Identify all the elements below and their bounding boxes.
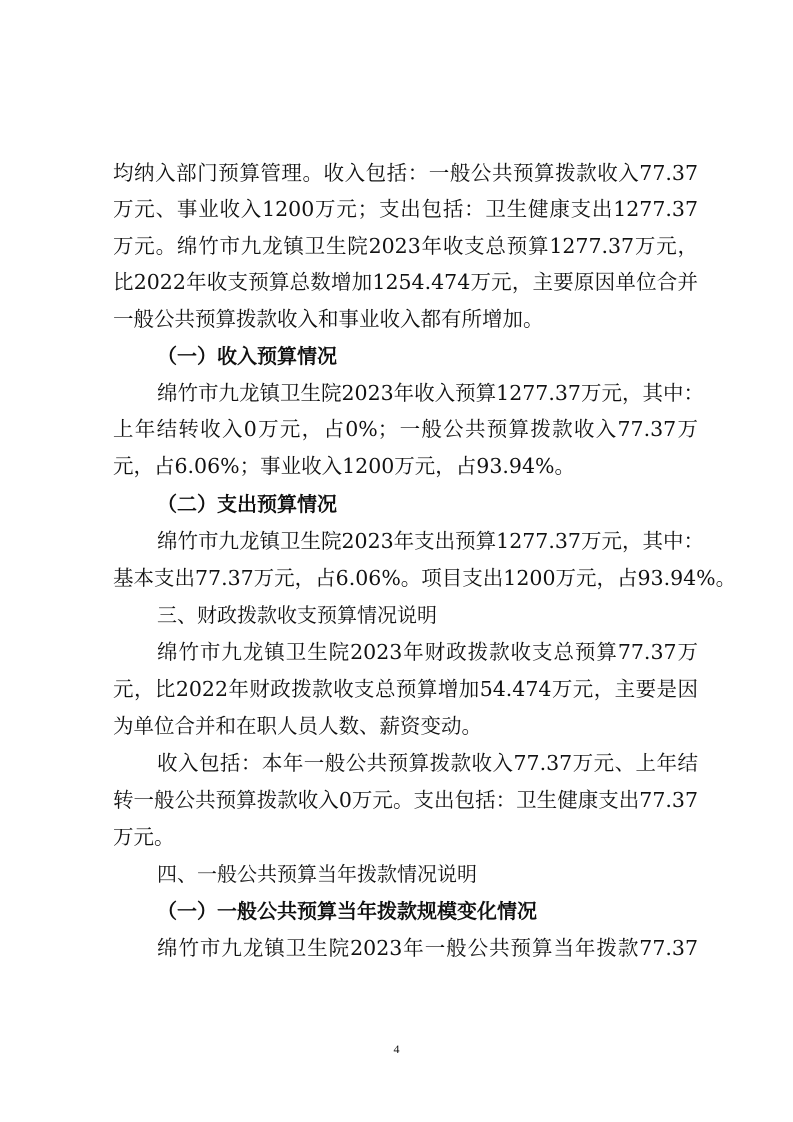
paragraph-line: 绵竹市九龙镇卫生院2023年财政拨款收支总预算77.37万 xyxy=(157,640,698,664)
paragraph-line: 绵竹市九龙镇卫生院2023年收入预算1277.37万元，其中： xyxy=(157,381,704,405)
paragraph-line: 元，比2022年财政拨款收支总预算增加54.474万元，主要是因 xyxy=(113,677,698,701)
section-heading-4: 四、一般公共预算当年拨款情况说明 xyxy=(157,862,477,886)
paragraph-line: 上年结转收入0万元，占0%；一般公共预算拨款收入77.37万 xyxy=(113,417,698,441)
section-heading-3: 三、财政拨款收支预算情况说明 xyxy=(157,603,437,627)
subheading-expense-budget: （二）支出预算情况 xyxy=(157,492,337,516)
paragraph-line: 绵竹市九龙镇卫生院2023年一般公共预算当年拨款77.37 xyxy=(157,936,698,960)
paragraph-line: 为单位合并和在职人员人数、薪资变动。 xyxy=(113,714,482,738)
subheading-income-budget: （一）收入预算情况 xyxy=(157,344,337,368)
page-number: 4 xyxy=(393,1042,400,1056)
subheading-appropriation-scale: （一）一般公共预算当年拨款规模变化情况 xyxy=(157,899,537,923)
paragraph-line: 收入包括：本年一般公共预算拨款收入77.37万元、上年结 xyxy=(157,751,698,775)
paragraph-line: 万元。 xyxy=(113,825,175,849)
paragraph-line: 一般公共预算拨款收入和事业收入都有所增加。 xyxy=(113,307,544,331)
paragraph-line: 元，占6.06%；事业收入1200万元，占93.94%。 xyxy=(113,454,575,478)
paragraph-line: 基本支出77.37万元，占6.06%。项目支出1200万元，占93.94%。 xyxy=(113,566,737,590)
paragraph-line: 万元。绵竹市九龙镇卫生院2023年收支总预算1277.37万元， xyxy=(113,234,698,258)
paragraph-line: 比2022年收支预算总数增加1254.474万元，主要原因单位合并 xyxy=(113,270,698,294)
paragraph-line: 均纳入部门预算管理。收入包括：一般公共预算拨款收入77.37 xyxy=(113,161,698,185)
paragraph-line: 绵竹市九龙镇卫生院2023年支出预算1277.37万元，其中： xyxy=(157,529,704,553)
paragraph-line: 万元、事业收入1200万元；支出包括：卫生健康支出1277.37 xyxy=(113,197,698,221)
paragraph-line: 转一般公共预算拨款收入0万元。支出包括：卫生健康支出77.37 xyxy=(113,788,698,812)
